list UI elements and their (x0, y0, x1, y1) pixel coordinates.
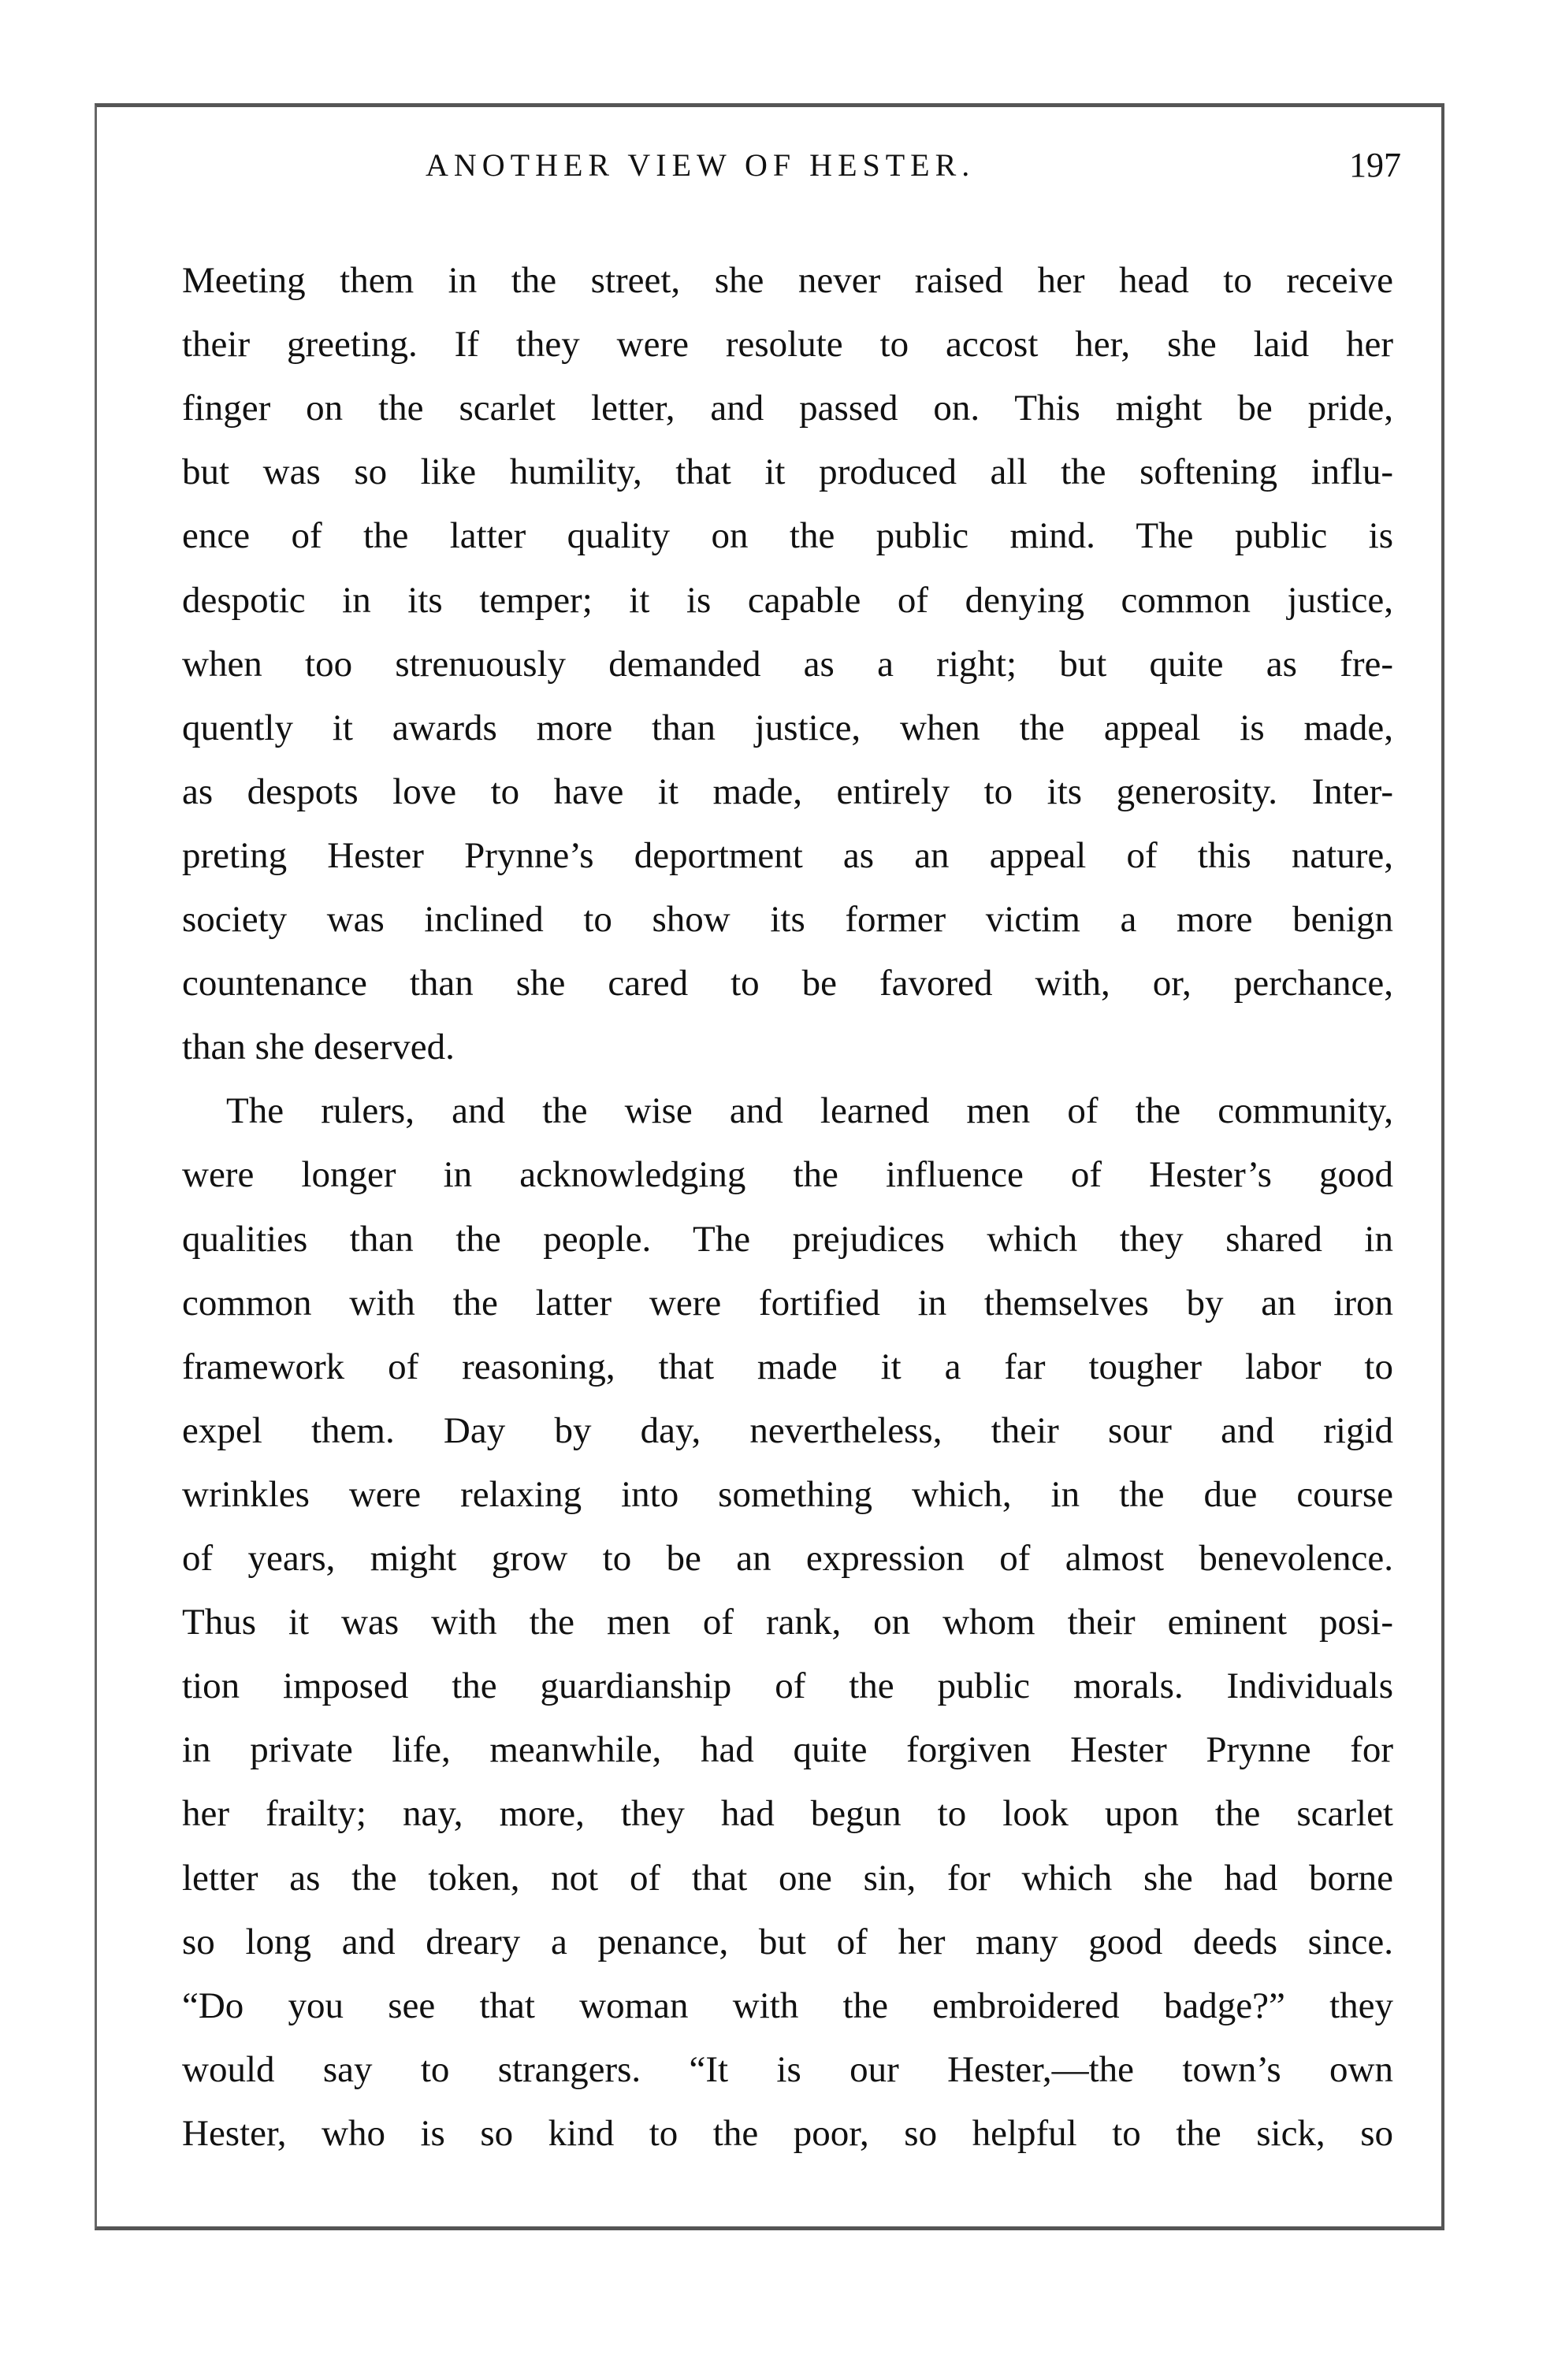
running-title: ANOTHER VIEW OF HESTER. (426, 147, 976, 183)
text-line: Meeting them in the street, she never raised her head to receive (182, 260, 1393, 301)
text-line: qualities than the people. The prejudices which they shared in (182, 1218, 1393, 1260)
text-line: tion imposed the guardianship of the public morals. Individuals (182, 1665, 1393, 1707)
text-line: but was so like humility, that it produced all the softening influ- (182, 451, 1393, 493)
text-line: as despots love to have it made, entirely to its generosity. Inter- (182, 770, 1393, 812)
page-number: 197 (1349, 146, 1401, 184)
text-line: of years, might grow to be an expression of almost benevolence. (182, 1538, 1393, 1579)
text-line: Thus it was with the men of rank, on whom their eminent posi- (182, 1602, 1393, 1643)
text-line: preting Hester Prynne’s deportment as an appeal of this nature, (182, 834, 1393, 876)
text-line: framework of reasoning, that made it a far tougher labor to (182, 1346, 1393, 1387)
text-line: “Do you see that woman with the embroidered badge?” they (182, 1985, 1393, 2026)
text-line: wrinkles were relaxing into something which, in the due course (182, 1473, 1393, 1515)
text-line: letter as the token, not of that one sin, for which she had borne (182, 1857, 1393, 1899)
text-line: than she deserved. (182, 1027, 455, 1068)
text-line: quently it awards more than justice, when the appeal is made, (182, 707, 1393, 748)
text-line: would say to strangers. “It is our Hester,—the town’s own (182, 2048, 1393, 2090)
text-line: Hester, who is so kind to the poor, so helpful to the sick, so (182, 2112, 1393, 2154)
text-line: finger on the scarlet letter, and passed on. This might be pride, (182, 388, 1393, 429)
text-line: their greeting. If they were resolute to accost her, she laid her (182, 324, 1393, 366)
text-line: common with the latter were fortified in themselves by an iron (182, 1282, 1393, 1324)
text-line: The rulers, and the wise and learned men of the community, (226, 1090, 1393, 1132)
text-line: society was inclined to show its former victim a more benign (182, 899, 1393, 940)
text-line: in private life, meanwhile, had quite forgiven Hester Prynne for (182, 1729, 1393, 1771)
text-line: were longer in acknowledging the influence of Hester’s good (182, 1154, 1393, 1196)
text-line: expel them. Day by day, nevertheless, their sour and rigid (182, 1409, 1393, 1451)
text-line: so long and dreary a penance, but of her many good deeds since. (182, 1921, 1393, 1962)
text-line: when too strenuously demanded as a right; but quite as fre- (182, 643, 1393, 685)
text-line: ence of the latter quality on the public mind. The public is (182, 515, 1393, 557)
text-line: despotic in its temper; it is capable of denying common justice, (182, 579, 1393, 621)
text-line: her frailty; nay, more, they had begun to look upon the scarlet (182, 1793, 1393, 1835)
text-line: countenance than she cared to be favored with, or, perchance, (182, 963, 1393, 1004)
